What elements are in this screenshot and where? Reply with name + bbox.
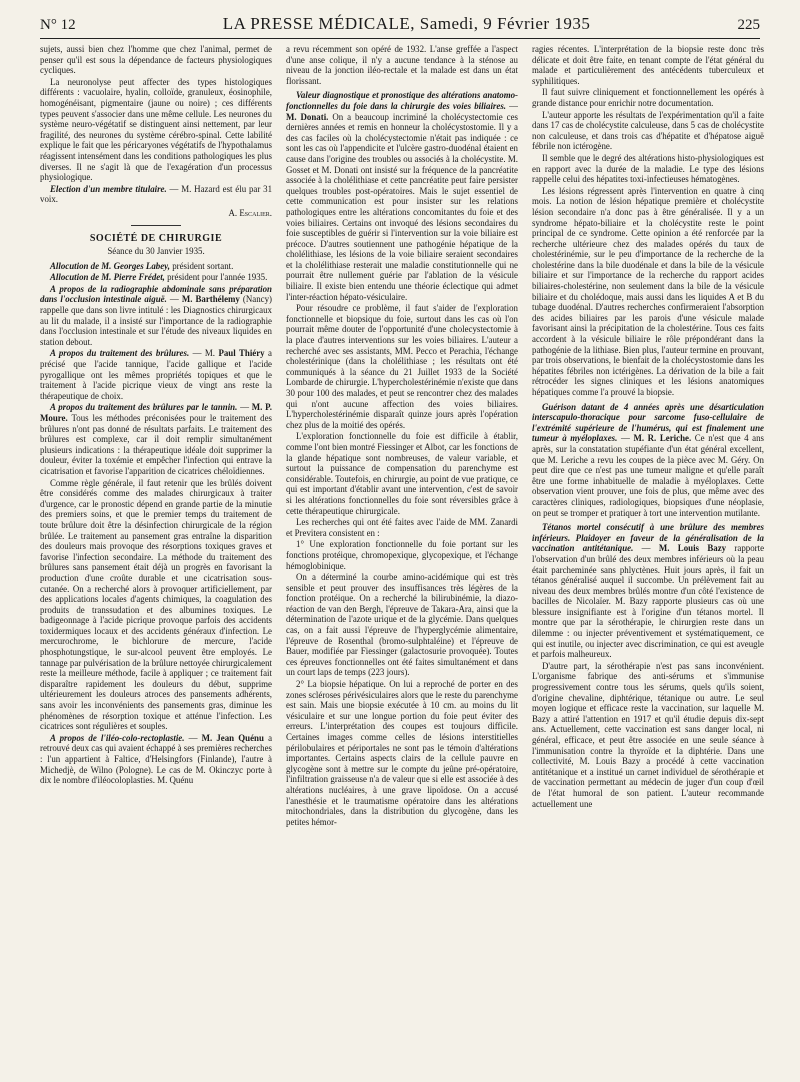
divider [131, 225, 181, 226]
report-item: A propos de la radiographie abdominale sans préparation dans l'occlusion intestinale aiguë. — M. Barthélemy (Nancy) rappelle que dans son livre intitulé : les Diagnostics chirurgicaux au lit du malade, il a insisté sur l'importance de la radiographie dans l'occlusion intestinale et sur l'étude des niveaux liquides en station debout. [40, 283, 272, 347]
report-item: Guérison datant de 4 années après une désarticulation interscapulo-thoracique pour sarcome fuso-cellulaire de l'extrémité supérieure de l'humérus, qui est finalement une tumeur à myéloplaxes. — M. R. Leriche. Ce n'est que 4 ans après, sur la constatation stupéfiante d'un état général excellent, que M. Leriche a revu les coupes de la pièce avec M. Géry. On peut dire que ce n'est pas une tumeur maligne et qu'elle paraît être une forme inhabituelle de maladie à myéloplaxes. Cette observation vient prouver, une fois de plus, que même avec des caractères cliniques, radiologiques, biopsiques d'une néoplasie, on peut se tromper et pratiquer à tort une intervention mutilante. [532, 401, 764, 518]
item-title: A propos de la radiographie abdominale sans préparation dans l'occlusion intestinale aiguë. [40, 283, 272, 305]
item-title: Election d'un membre titulaire. [50, 183, 167, 194]
issue-number: N° 12 [40, 17, 76, 33]
column-3 [532, 44, 764, 1070]
report-item: A propos du traitement des brûlures par le tannin. — M. P. Moure. Tous les méthodes préconisées pour le traitement des brûlures n'ont pas donné de résultats parfaits. Le traitement des brûlures est complexe, car il doit remplir simultanément plusieurs indications : la thérapeutique idéale doit supprimer la douleur, éviter la toxémie et empêcher l'infection qui entrave la cicatrisation et favorise l'apparition de cicatrices chéloïdiennes. [40, 402, 272, 476]
page-header [40, 14, 760, 38]
paragraph: a revu récemment son opéré de 1932. L'anse greffée a l'aspect d'une anse colique, il n'y a aucune tendance à la sténose au niveau de la jonction iléo-rectale et la malade est dans un état florissant. [286, 44, 518, 86]
item-text: (Nancy) rappelle que dans son livre intitulé : les Diagnostics chirurgicaux au lit du malade, il a insisté sur l'importance de la radiographie dans l'occlusion intestinale et sur l'étude des niveaux liquides en station debout. [40, 294, 272, 347]
page-number: 225 [737, 17, 760, 33]
allocution-item [40, 261, 272, 272]
item-text: a retrouvé deux cas qui avaient échappé à ses premières recherches : l'un appartient à Faltice, d'Helsingfors (Finlande), l'autre à Michedjè, de Wilno (Pologne). Le cas de M. Okinczyc porte à dix le nombre d'iléocoloplasties. M. Quénu [40, 732, 272, 786]
allocution-item [40, 272, 272, 283]
item-title: A propos du traitement des brûlures par le tannin. [50, 402, 238, 413]
author-name: M. Jean Quénu [201, 732, 264, 743]
paragraph: La neuronolyse peut affecter des types histologiques différents : vacuolaire, hyalin, colloïde, granuleux, éosinophile, homogénéisant, pigmentaire (jaune ou noire) ; ces différents types peuvent s'associer dans une même cellule. Les neurones du système neuro-végétatif se distinguent ainsi nettement, par leur fragilité, des neurones du système cérébro-spinal. Cette labilité explique le fait que les péricaryones végétatifs de l'hypothalamus réagissent intensément dans les conditions pathologiques les plus diverses. Il ne s'agit là que de l'exagération d'un processus physiologique. [40, 76, 272, 183]
paragraph: Pour résoudre ce problème, il faut s'aider de l'exploration fonctionnelle et biopsique du foie, surtout dans les cas où l'on pourrait même douter de l'opportunité d'une cholecystectomie à la place d'autres interventions sur les voies biliaires. L'auteur a recherché avec ses assistants, MM. Pecco et Perachia, l'échange cholestérinique (dans la cholélithiase ; les résultats ont été communiqués à la séance du 21 Juillet 1933 de la Société Lombarde de chirurgie. L'hypercholestérinémie n'existe que dans 30 pour 100 des malades, et peut se rencontrer chez des malades qui n'ont aucune affection des voies biliaires. L'hypercholestérinémie disparaît quinze jours après l'opération chez plus de la moitié des opérés. [286, 303, 518, 430]
paragraph: L'exploration fonctionnelle du foie est difficile à établir, comme l'ont bien montré Fiessinger et Albot, car les fonctions de la glande hépatique sont nombreuses, de valeur variable, et surtout la puissance de compensation du parenchyme est considérable. Toutefois, en chirurgie, au point de vue pratique, ce qui est important d'établir avant une intervention, c'est de savoir si les altérations fonctionnelles du foie sont réversibles grâce à cette thérapeutique chirurgicale. [286, 431, 518, 516]
columns [40, 44, 765, 1070]
author-name: M. Barthélemy [181, 294, 240, 305]
item-title: Guérison datant de 4 années après une désarticulation interscapulo-thoracique pour sarcome fuso-cellulaire de l'extrémité supérieure de l'humérus, qui est finalement une tumeur à myéloplaxes. [532, 401, 764, 444]
paragraph: Il faut suivre cliniquement et fonctionnellement les opérés à grande distance pour enrichir notre documentation. [532, 87, 764, 108]
item-title: Allocution de M. Georges Labey, [50, 260, 170, 271]
paragraph: Il semble que le degré des altérations histo-physiologiques est en rapport avec la durée de la maladie. Le type des lésions rappelle celui des hépatites toxi-infectieuses hématogènes. [532, 152, 764, 185]
publication-title: LA PRESSE MÉDICALE, Samedi, 9 Février 1935 [222, 14, 591, 33]
report-item: Valeur diagnostique et pronostique des altérations anatomo-fonctionnelles du foie dans la chirurgie des voies biliaires. — M. Donati. On a beaucoup incriminé la cholécystectomie ces dernières années et remis en honneur la cholécystostomie. Il y a des cas faciles où la cholécystectomie n'était pas indiquée : ce sont les cas où l'appendicite et l'ulcère gastro-duodénal étaient en cause dans l'origine des troubles ou associés à la cholécystite. M. Gosset et M. Donati ont insisté sur la fréquence de la pancréatite associée à la cholélithiase et cette pancréatite peut faire persister quelques troubles post-opératoires. Mais le sujet essentiel de cette communication est pour insister sur les relations pathologiques entre les altérations concomitantes du foie et des voies biliaires. Certains ont invoqué des lésions secondaires du foie susceptibles de guérir si l'intervention sur la voie biliaire est précoce. D'autres soutiennent une pathogénie hépatique de la cholélithiase, les lésions de la voie biliaire seraient secondaires et la cholélithiase resterait une maladie constitutionnelle qui ne pourrait être nullement guérie par l'ablation de la vésicule biliaire. Il existe bien entendu une théorie éclectique qui admet l'inter-réaction hépato-vésiculaire. [286, 90, 518, 302]
item-title: Allocution de M. Pierre Frédet, [50, 272, 165, 283]
signature: A. Escalier. [228, 207, 272, 218]
paragraph: 2° La biopsie hépatique. On lui a reproché de porter en des zones scléroses périvésiculaires alors que le reste du parenchyme est sain. Mais une biopsie exécutée à 10 cm. au moins du lit vésiculaire et sur une longue portion du foie peut éviter des erreurs. L'interprétation des coupes est toujours difficile. Certaines images comme celles de lésions interstitielles périlobulaires et périportales ne sont pas le témoin d'altérations importantes. Certains aspects clairs de la cellule pauvre en glycogène sont à mettre sur le compte du jeûne pré-opératoire, l'infiltration graisseuse n'a de valeur que si elle est associée à des altérations nucléaires, à une grave lipoïdose. On a accusé l'anesthésie et le traumatisme opératoire dans les altérations mitochondriales, dans la distribution du glycogène, dans les petites hémor- [286, 679, 518, 827]
election-item [40, 184, 272, 205]
item-title: A propos du traitement des brûlures. [50, 348, 190, 359]
paragraph: Les lésions régressent après l'intervention en quatre à cinq mois. La notion de lésion hépatique première et cholécystite lésion secondaire n'a donc pas à être généralisée. Il y a un syndrome hépato-biliaire et la cholécystite reste le point principal de ce syndrome. Cette opinion a été renforcée par la recherche ultérieure chez des malades opérés du taux de cholestérinémie, sur le peu d'importance de la recherche de la cholestérine dans la bile duodénale et dans la bile de la vésicule biliaire et sur l'importance de la recherche du rapport acides biliaires-cholestérine, non seulement dans la bile de la vésicule biliaire et du cholédoque, mais aussi dans les liquides A et B du tubage duodénal. D'autres recherches confirmeraient l'absorption des acides biliaires par les parois d'une vésicule malade favorisant ainsi la précipitation de la cholestérine. Tous ces faits accordent à la vésicule biliaire le rôle prépondérant dans la pathogénie de la lithiase. Bien plus, l'auteur termine en prouvant, par trois observations, le bienfait de la cholécystostomie dans les hépatites fébriles non ictérigènes. La dérivation de la bile a fait rétrocéder les signes cliniques et les lésions anatomiques hépatiques comme l'a prouvé la biopsie. [532, 185, 764, 397]
item-text: Tous les méthodes préconisées pour le traitement des brûlures n'ont pas donné de résultats parfaits. Le traitement des brûlures est complexe, car il doit remplir simultanément plusieurs indications : la thérapeutique idéale doit supprimer la douleur, éviter la toxémie et empêcher l'infection qui entrave la cicatrisation et favorise l'apparition de cicatrices chéloïdiennes. [40, 413, 272, 476]
report-item: A propos du traitement des brûlures. — M. Paul Thiéry a précisé que l'acide tannique, l'acide gallique et l'acide pyrogallique ont les mêmes propriétés topiques et que le traitement à l'acide picrique vieux de vingt ans reste la thérapeutique de choix. [40, 348, 272, 401]
column-2 [286, 44, 518, 1070]
seance-date: Séance du 30 Janvier 1935. [107, 246, 205, 257]
item-title: A propos de l'iléo-colo-rectoplastie. [50, 732, 185, 743]
paragraph: L'auteur apporte les résultats de l'expérimentation qu'il a faite dans 17 cas de cholécystite calculeuse, dans 5 cas de cholécystite non calculeuse, et dans trois cas d'hépatite et d'hépatose aiguë fébrile non ictérogène. [532, 109, 764, 152]
paragraph: Comme règle générale, il faut retenir que les brûlés doivent être considérés comme des malades chirurgicaux à traiter d'urgence, car le pronostic dépend en grande partie de la minutie des premiers soins, et que le premier temps du traitement de toute brûlure doit être la désinfection chirurgicale de la région brûlée. Le traitement au pansement gras entraîne la disparition des douleurs mais provoque des résorptions toxiques graves et favorise l'infection secondaire. La méthode du traitement des brûlures sans pansement était déjà un progrès en favorisant la production d'une croûte durable et une cicatrisation sous-cutanée. On a recherché alors à provoquer artificiellement, par des applications locales d'agents chimiques, la coagulation des produits de transsudation et des albumines toxiques. Le badigeonnage à l'acide picrique provoque parfois des accidents toxidermiques locaux et des accidents généraux d'infection. Le mercurochrome, le bichlorure de mercure, l'acide phosphotungstique, le sur-alcool peuvent être employés. Le tannage par pulvérisation de la brûlure nettoyée chirurgicalement reste la meilleure méthode, facile à appliquer ; ce traitement fait disparaître rapidement les douleurs du début, supprime ultérieurement les douleurs atroces des pansements adhérents, sans avoir les inconvénients des pansements gras, diminue les phénomènes de résorption toxique et atténue l'infection. Les cicatrices sont régulières et souples. [40, 477, 272, 732]
paragraph: ragies récentes. L'interprétation de la biopsie reste donc très délicate et doit être faite, en tenant compte de l'état général du malade et particulièrement des antécédents tuberculeux et syphilitiques. [532, 44, 764, 86]
author-name: M. Donati. [286, 111, 329, 122]
author-name: Paul Thiéry [218, 348, 265, 359]
paragraph: sujets, aussi bien chez l'homme que chez l'animal, permet de penser qu'il est sous la dépendance de facteurs physiologiques cycliques. [40, 44, 272, 76]
section-title: SOCIÉTÉ DE CHIRURGIE [89, 232, 223, 244]
author-name: M. P. Moure. [40, 402, 272, 423]
item-text: a précisé que l'acide tannique, l'acide gallique et l'acide pyrogallique ont les mêmes propriétés topiques et que le traitement à l'acide picrique vieux de vingt ans reste la thérapeutique de choix. [40, 348, 272, 401]
item-title: Tétanos mortel consécutif à une brûlure des membres inférieurs. Plaidoyer en faveur de la généralisation de la vaccination antitétanique. [532, 522, 764, 554]
item-text: Ce n'est que 4 ans après, sur la constatation stupéfiante d'un état général excellent, que M. Leriche a revu les coupes de la pièce avec M. Géry. On peut dire que ce n'est pas une tumeur maligne et qu'elle paraît être une forme inhabituelle de maladie à myéloplaxes. Cette observation vient prouver, une fois de plus, que même avec des caractères cliniques, radiologiques, biopsiques d'une néoplasie, on peut se tromper et pratiquer à tort une intervention mutilante. [532, 433, 764, 518]
column-1 [40, 44, 272, 1070]
paragraph: D'autre part, la sérothérapie n'est pas sans inconvénient. L'organisme fabrique des anti-sérums et s'immunise progressivement contre tous les sérums, quels qu'ils soient, d'origine chevaline, diphtérique, tétanique ou autre. Le seul moyen logique et efficace reste la vaccination, sur laquelle M. Bazy a attiré l'attention en 1917 et qu'il étudie depuis dix-sept ans. Actuellement, cette vaccination est sans danger local, ni général, efficace, et peut être associée en une seule séance à l'immunisation contre la thyroïde et la diphtérie. Dans une collectivité, M. Louis Bazy a procédé à cette vaccination antitétanique et a institué un carnet individuel de sérothérapie et de vaccination permettant au médecin de juger d'un coup d'œil de l'état humoral de son patient. L'auteur recommande actuellement une [532, 660, 764, 809]
header-rule [40, 38, 760, 39]
paragraph: 1° Une exploration fonctionnelle du foie portant sur les fonctions protéique, chromopexique, glycopexique, et l'échange hémoglobinique. [286, 539, 518, 571]
author-name: M. R. Leriche. [633, 433, 692, 444]
item-text: président pour l'année 1935. [164, 272, 268, 283]
item-text: On a beaucoup incriminé la cholécystectomie ces dernières années et remis en honneur la cholécystostomie. Il y a des cas faciles où la cholécystectomie n'était pas indiquée : ce sont les cas où l'appendicite et l'ulcère gastro-duodénal étaient en cause dans l'origine des troubles ou associés à la cholécystite. M. Gosset et M. Donati ont insisté sur la fréquence de la pancréatite associée à la cholélithiase et cette pancréatite peut faire persister quelques troubles post-opératoires. Mais le sujet essentiel de cette communication est pour insister sur les relations pathologiques entre les altérations concomitantes du foie et des voies biliaires. Certains ont invoqué des lésions secondaires du foie susceptibles de guérir si l'intervention sur la voie biliaire est précoce. D'autres soutiennent une pathogénie hépatique de la cholélithiase, les lésions de la voie biliaire seraient secondaires et la cholélithiase resterait une maladie constitutionnelle qui ne pourrait être nullement guérie par l'ablation de la vésicule biliaire. Il existe bien entendu une théorie éclectique qui admet l'inter-réaction hépato-vésiculaire. [286, 111, 518, 302]
paragraph: Les recherches qui ont été faites avec l'aide de MM. Zanardi et Previtera consistent en : [286, 517, 518, 538]
item-text: rapporte l'observation d'un brûlé des deux membres inférieurs où la peau était parcheminée sans phlyctènes. Huit jours après, il fait un tétanos généralisé auquel il succombe. Un prélèvement fait au niveau des deux membres brûlés montre d'un côté l'existence de bacilles de Nicolaïer. M. Bazy rapporte plusieurs cas où une blessure insignifiante est à l'origine d'un tétanos mortel. Il montre que par la sérothérapie, le chirurgien reste dans un dilemme : ou injecter préventivement et systématiquement, ce qui est inutile, ou injecter avec discrimination, ce qui est aveugle et parfois malheureux. [532, 543, 764, 660]
paragraph: On a déterminé la courbe amino-acidémique qui est très sensible et peut prouver des insuffisances très légères de la fonction protéique. On a recherché la bilirubinémie, la diazo-réaction de van den Bergh, l'épreuve de Takara-Ara, ainsi que la détermination de l'azote urique et de la glycémie. Dans quelques cas, on a fait aussi l'épreuve de l'hyperglycémie alimentaire, l'épreuve de Rosenthal (bromo-sulphtaléine) et l'épreuve de Bauer, modifiée par Fiessinger (galactosurie provoquée). Toutes ces épreuves fonctionnelles ont été faites simultanément et dans un court laps de temps (223 jours). [286, 572, 518, 678]
item-text: président sortant. [169, 260, 234, 271]
item-title: Valeur diagnostique et pronostique des altérations anatomo-fonctionnelles du foie dans la chirurgie des voies biliaires. [286, 90, 518, 111]
author-name: M. Louis Bazy [658, 543, 727, 554]
item-text: — M. Hazard est élu par 31 voix. [40, 183, 272, 205]
report-item: Tétanos mortel consécutif à une brûlure des membres inférieurs. Plaidoyer en faveur de la généralisation de la vaccination antitétanique. — M. Louis Bazy rapporte l'observation d'un brûlé des deux membres inférieurs où la peau était parcheminée sans phlyctènes. Huit jours après, il fait un tétanos généralisé auquel il succombe. Un prélèvement fait au niveau des deux membres brûlés montre d'un côté l'existence de bacilles de Nicolaïer. M. Bazy rapporte plusieurs cas où une blessure insignifiante est à l'origine d'un tétanos mortel. Il montre que par la sérothérapie, le chirurgien reste dans un dilemme : ou injecter préventivement et systématiquement, ce qui est inutile, ou injecter avec discrimination, ce qui est aveugle et parfois malheureux. [532, 522, 764, 660]
report-item: A propos de l'iléo-colo-rectoplastie. — M. Jean Quénu a retrouvé deux cas qui avaient échappé à ses premières recherches : l'un appartient à Faltice, d'Helsingfors (Finlande), l'autre à Michedjè, de Wilno (Pologne). Le cas de M. Okinczyc porte à dix le nombre d'iléocoloplasties. M. Quénu [40, 732, 272, 786]
